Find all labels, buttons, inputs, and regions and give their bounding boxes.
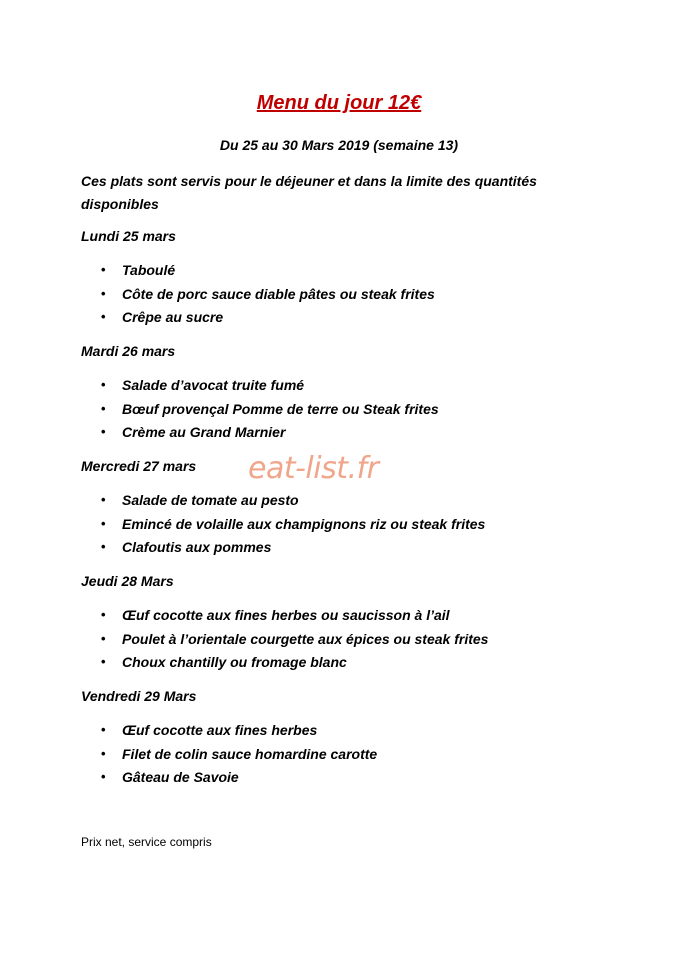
day-heading-lundi: Lundi 25 mars (81, 228, 176, 244)
bullet-icon: • (101, 654, 106, 669)
bullet-icon: • (101, 515, 106, 531)
bullet-icon: • (101, 745, 106, 761)
day-heading-mardi: Mardi 26 mars (81, 343, 176, 359)
dish-name: Crème au Grand Marnier (122, 424, 286, 440)
dish-name: Côte de porc sauce diable pâtes ou steak frites (122, 285, 435, 302)
dish-name: Clafoutis aux pommes (122, 539, 272, 555)
dish-name: Salade de tomate au pesto (122, 492, 299, 508)
dish-name: Poulet à l’orientale courgette aux épices ou steak frites (122, 630, 489, 647)
dish-name: Salade d’avocat truite fumé (122, 377, 305, 393)
bullet-icon: • (101, 400, 106, 416)
bullet-icon: • (101, 309, 106, 324)
dish-name: Œuf cocotte aux fines herbes (122, 722, 318, 738)
bullet-icon: • (101, 769, 106, 784)
bullet-icon: • (101, 722, 106, 737)
watermark: eat-list.fr (248, 451, 379, 486)
bullet-icon: • (101, 539, 106, 554)
menu-date-range: Du 25 au 30 Mars 2019 (semaine 13) (219, 137, 459, 153)
bullet-icon: • (101, 607, 106, 622)
dish-name: Filet de colin sauce homardine carotte (122, 745, 378, 762)
day-heading-vendredi: Vendredi 29 Mars (81, 688, 197, 704)
menu-intro (81, 170, 601, 216)
dish-name: Bœuf provençal Pomme de terre ou Steak frites (122, 400, 439, 417)
day-heading-mercredi: Mercredi 27 mars (81, 458, 197, 474)
bullet-icon: • (101, 424, 106, 439)
price-note: Prix net, service compris (81, 835, 212, 849)
bullet-icon: • (101, 492, 106, 507)
bullet-icon: • (101, 285, 106, 301)
dish-name: Taboulé (122, 262, 176, 278)
dish-name: Emincé de volaille aux champignons riz ou steak frites (122, 515, 486, 532)
bullet-icon: • (101, 262, 106, 277)
dish-name: Choux chantilly ou fromage blanc (122, 654, 347, 670)
dish-name: Gâteau de Savoie (122, 769, 239, 785)
menu-intro-line-1: Ces plats sont servis pour le déjeuner et dans la limite des quantités (81, 173, 537, 189)
dish-name: Crêpe au sucre (122, 309, 224, 325)
bullet-icon: • (101, 377, 106, 392)
menu-intro-line-2: disponibles (81, 196, 159, 212)
dish-name: Œuf cocotte aux fines herbes ou saucisson à l’ail (122, 607, 450, 623)
day-heading-jeudi: Jeudi 28 Mars (81, 573, 174, 589)
bullet-icon: • (101, 630, 106, 646)
menu-title: Menu du jour 12€ (256, 92, 422, 114)
